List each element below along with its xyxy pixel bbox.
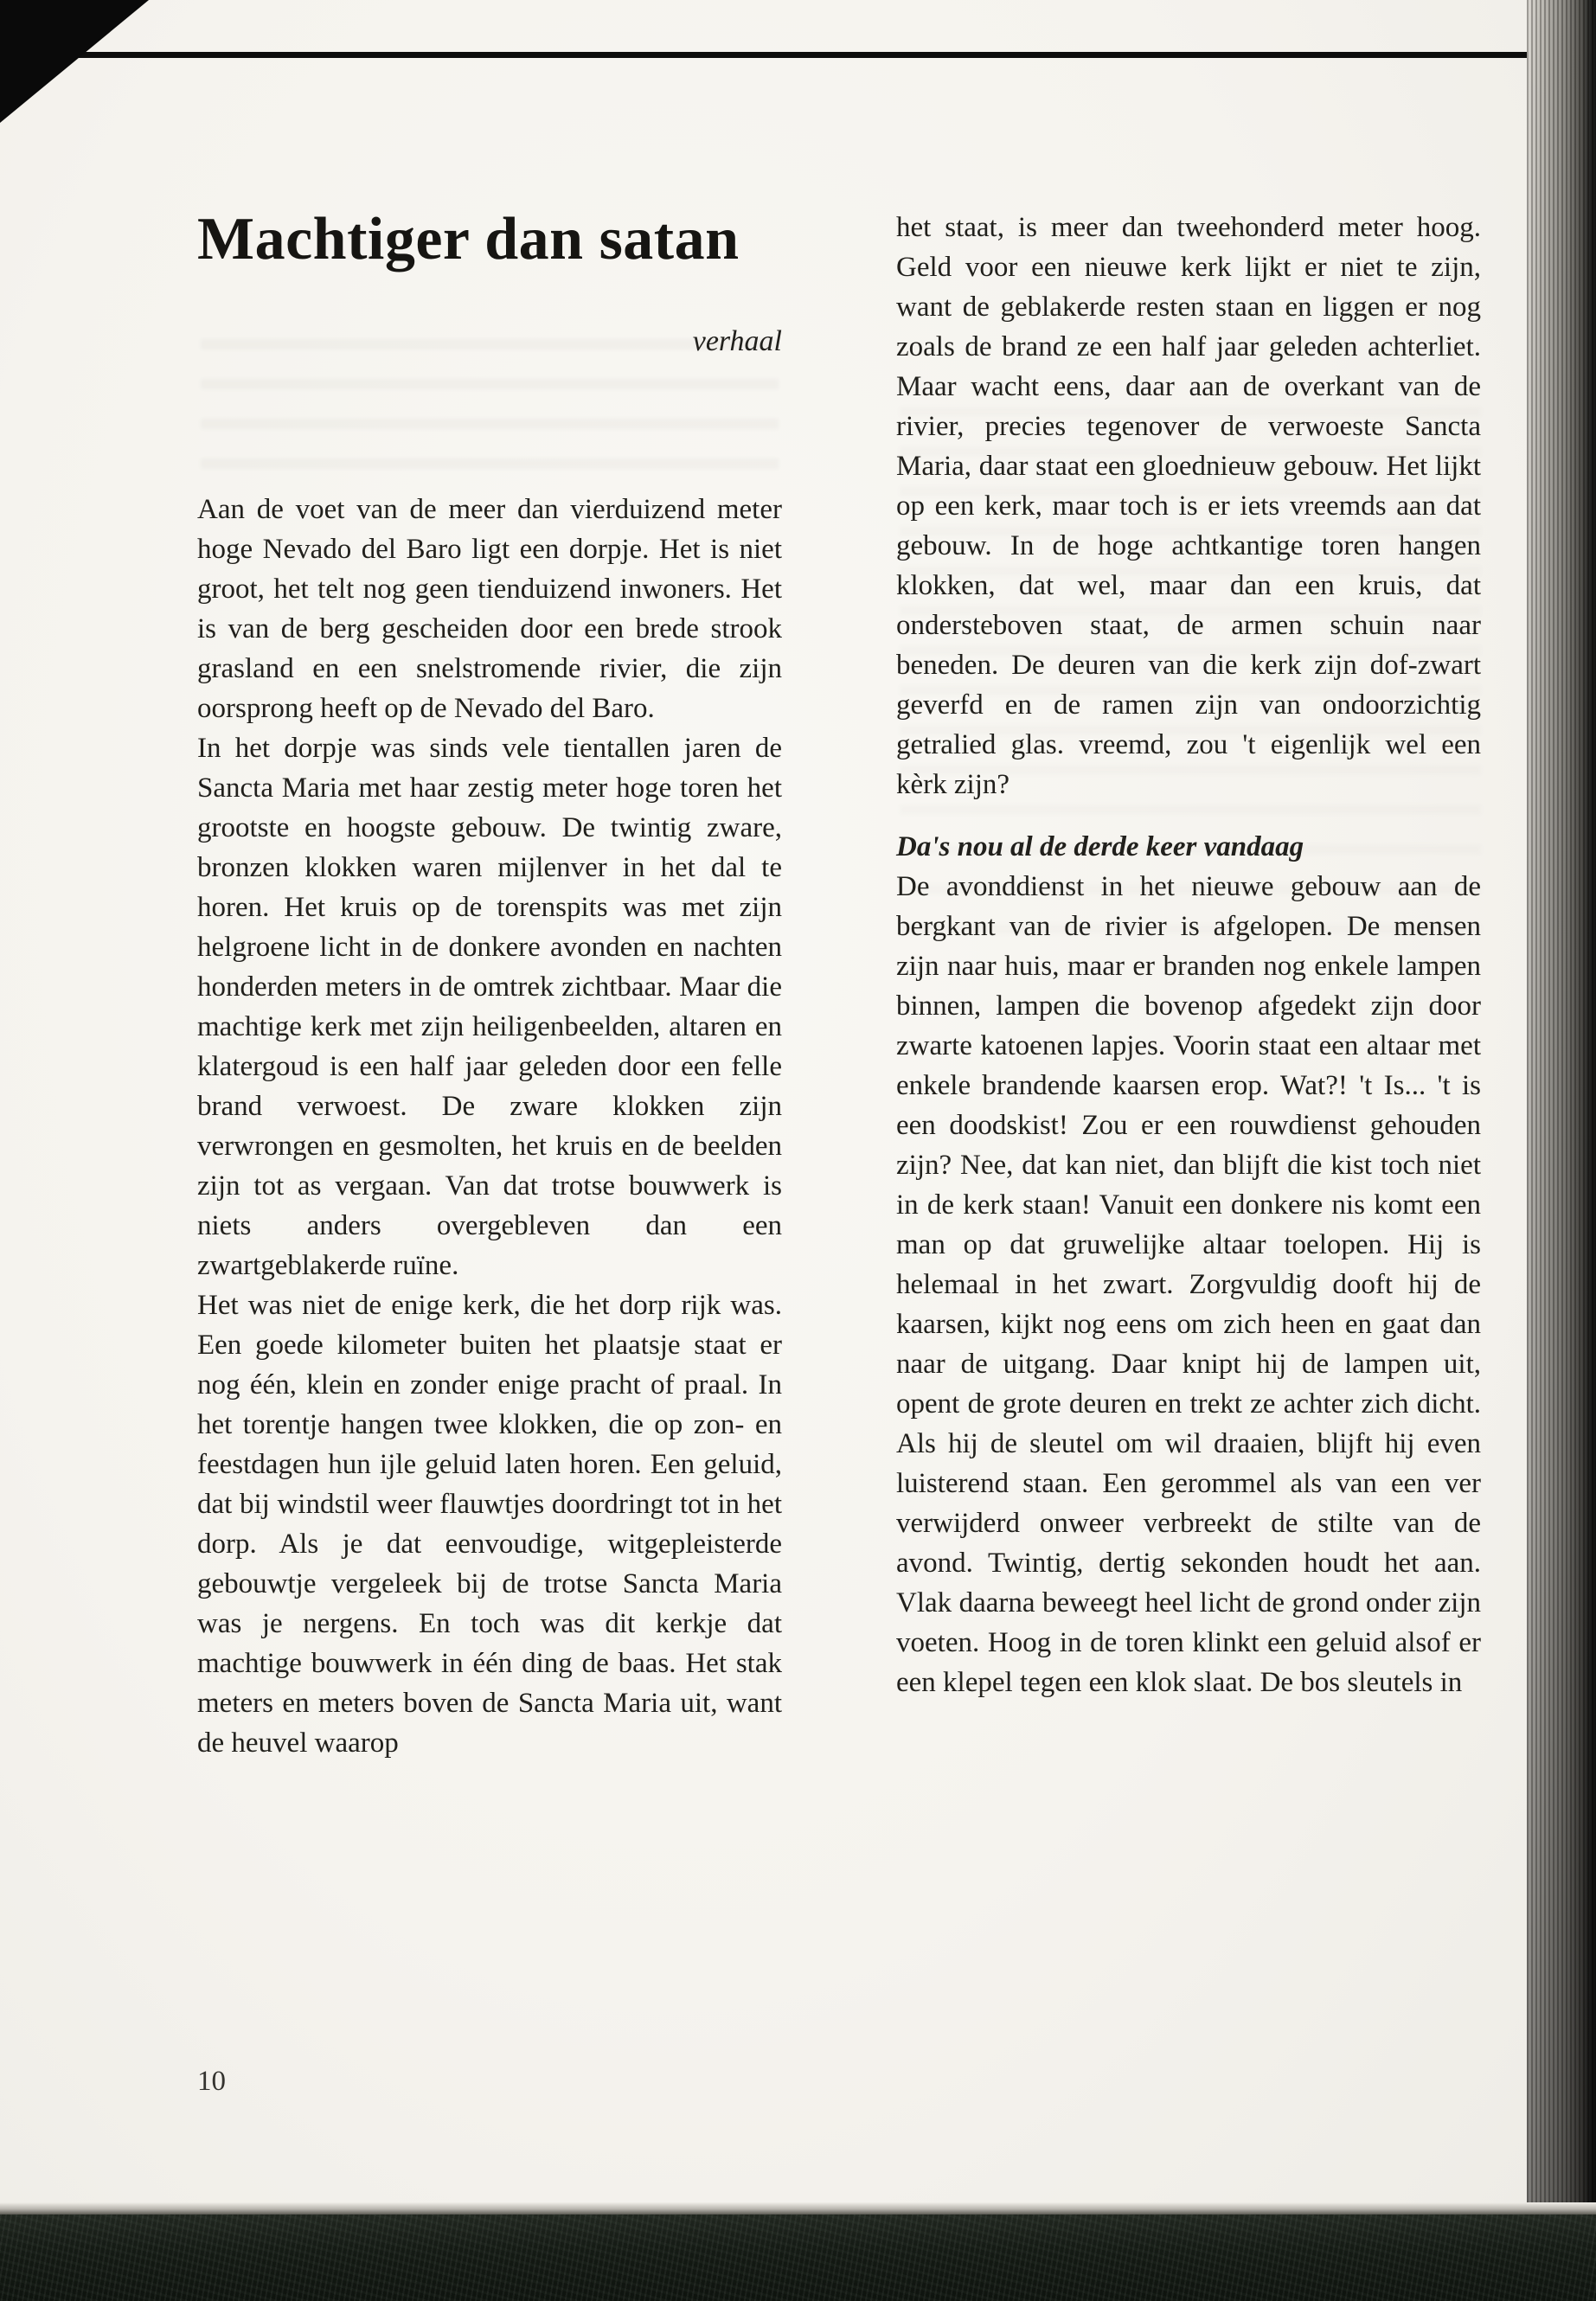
body-paragraph: In het dorpje was sinds vele tientallen jaren de Sancta Maria met haar zestig meter hoge toren het grootste en hoogste gebouw. De twintig zware, bronzen klokken waren mijlenver in het dal te horen. Het kruis op de torenspits was met zijn helgroene licht in de donkere avonden en nachten honderden meters in de omtrek zichtbaar. Maar die machtige kerk met zijn heiligenbeelden, altaren en klatergoud is een half jaar geleden door een felle brand verwoest. De zware klokken zijn verwrongen en gesmolten, het kruis en de beelden zijn tot as vergaan. Van dat trotse bouwwerk is niets anders overgebleven dan een zwartgeblakerde ruïne. <box>197 733 782 1281</box>
body-paragraph: Aan de voet van de meer dan vierduizend meter hoge Nevado del Baro ligt een dorpje. Het is niet groot, het telt nog geen tienduizend inwoners. Het is van de berg gescheiden door een brede strook grasland en een snelstromende rivier, die zijn oorsprong heeft op de Nevado del Baro. <box>197 494 782 724</box>
left-column <box>197 208 782 1763</box>
body-paragraph: Het was niet de enige kerk, die het dorp rijk was. Een goede kilometer buiten het plaatsje staat er nog één, klein en zonder enige pracht of praal. In het torentje hangen twee klokken, die op zon- en feestdagen hun ijle geluid laten horen. Een geluid, dat bij windstil weer flauwtjes doordringt tot in het dorp. Als je dat eenvoudige, witgepleisterde gebouwtje vergeleek bij de trotse Sancta Maria was je nergens. En toch was dit kerkje dat machtige bouwwerk in één ding de baas. Het stak meters en meters boven de Sancta Maria uit, want de heuvel waarop <box>197 1290 782 1759</box>
book-cover-top-edge <box>0 52 1550 58</box>
right-column <box>896 208 1481 1702</box>
left-column-body <box>197 490 782 1763</box>
page-number: 10 <box>197 2066 226 2097</box>
book-cover-bottom <box>0 2214 1596 2301</box>
body-paragraph: De avonddienst in het nieuwe gebouw aan de bergkant van de rivier is afgelopen. De mensen zijn naar huis, maar er branden nog enkele lampen binnen, lampen die bovenop afgedekt zijn door zwarte katoenen lapjes. Voorin staat een altaar met enkele brandende kaarsen erop. Wat?! 't Is... 't is een doodskist! Zou er een rouwdienst gehouden zijn? Nee, dat kan niet, dan blijft die kist toch niet in de kerk staan! Vanuit een donkere nis komt een man op dat gruwelijke altaar toelopen. Hij is helemaal in het zwart. Zorgvuldig dooft hij de kaarsen, kijkt nog eens om zich heen en gaat dan naar de uitgang. Daar knipt hij de lampen uit, opent de grote deuren en trekt ze achter zich dicht. Als hij de sleutel om wil draaien, blijft hij even luisterend staan. Een gerommel als van een ver verwijderd onweer verbreekt de stilte van de avond. Twintig, dertig sekonden houdt het aan. Vlak daarna beweegt heel licht de grond onder zijn voeten. Hoog in de toren klinkt een geluid alsof er een klepel tegen een klok slaat. De bos sleutels in <box>896 871 1481 1698</box>
page-bottom-edge <box>0 2202 1596 2214</box>
page-subtitle: verhaal <box>692 325 782 357</box>
page-title: Machtiger dan satan <box>197 206 740 272</box>
section-heading: Da's nou al de derde keer vandaag <box>896 831 1304 862</box>
body-paragraph: het staat, is meer dan tweehonderd meter hoog. Geld voor een nieuwe kerk lijkt er niet te zijn, want de geblakerde resten staan en liggen er nog zoals de brand ze een half jaar geleden achterliet. Maar wacht eens, daar aan de overkant van de rivier, precies tegenover de verwoeste Sancta Maria, daar staat een gloednieuw gebouw. Het lijkt op een kerk, maar toch is er iets vreemds aan dat gebouw. In de hoge achtkantige toren hangen klokken, dat wel, maar dan een kruis, dat ondersteboven staat, de armen schuin naar beneden. De deuren van die kerk zijn dof-zwart geverfd en de ramen zijn van ondoorzichtig getralied glas. vreemd, zou 't eigenlijk wel een kèrk zijn? <box>896 212 1481 800</box>
page-edges-strip <box>1527 0 1596 2301</box>
